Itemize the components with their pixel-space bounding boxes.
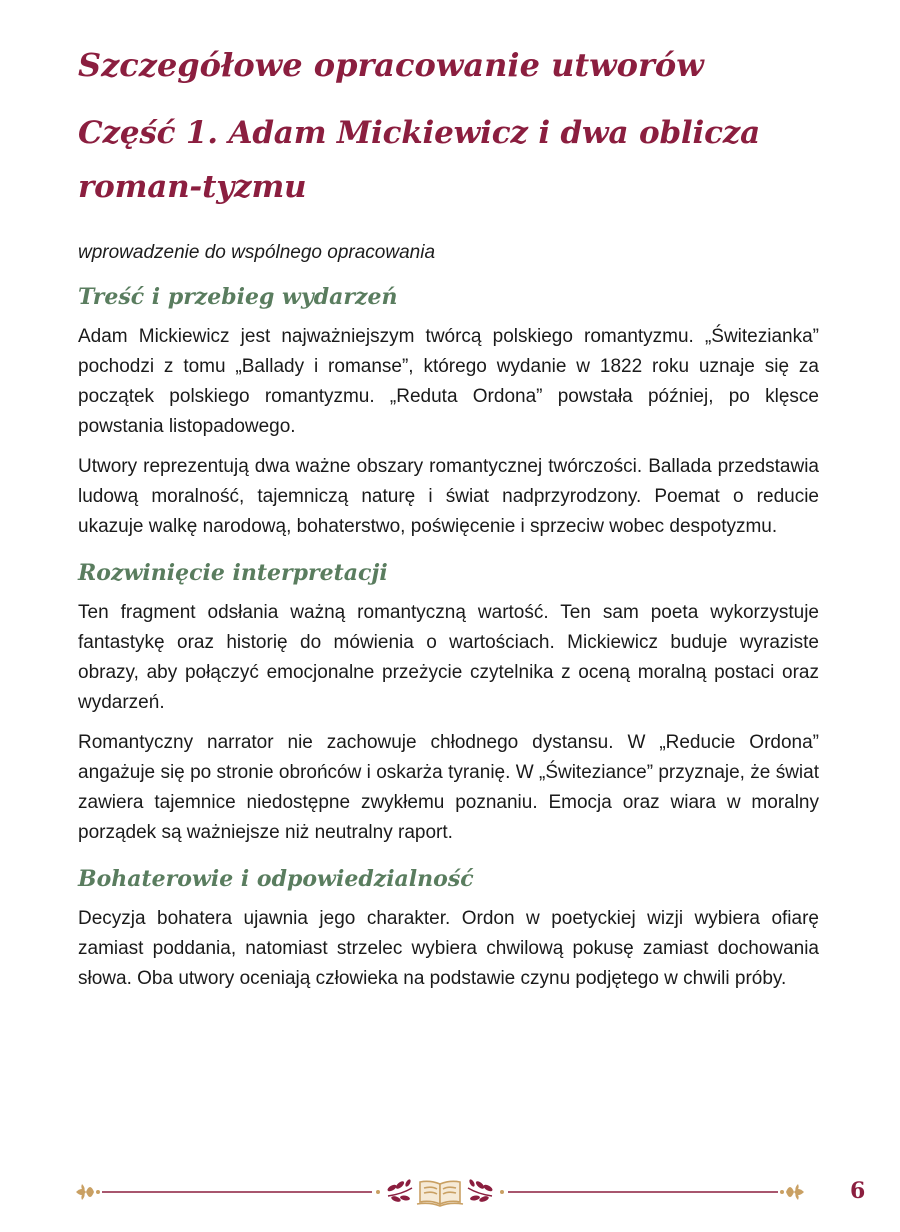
section-title-heroes: Bohaterowie i odpowiedzialność <box>78 866 474 892</box>
open-book-icon <box>417 1181 463 1206</box>
document-title: Szczegółowe opracowanie utworów <box>78 46 704 84</box>
page-number: 6 <box>850 1178 866 1204</box>
paragraph: Utwory reprezentują dwa ważne obszary romantycznej twórczości. Ballada przedstawia ludową moralność, tajemniczą naturę i świat nadprzyrodzony. Poemat o reducie ukazuje walkę narodową, bohaterstwo, poświęcenie i sprzeciw wobec despotyzmu. <box>78 456 819 537</box>
section-heroes <box>78 862 819 994</box>
paragraph: Decyzja bohatera ujawnia jego charakter. Ordon w poetyckiej wizji wybiera ofiarę zamiast poddania, natomiast strzelec wybiera chwilową pokusę zamiast dochowania słowa. Oba utwory oceniają człowieka na podstawie czynu podjętego w chwili próby. <box>78 908 819 989</box>
laurel-left-icon <box>386 1179 412 1203</box>
section-interpretation <box>78 556 819 848</box>
section-title-content: Treść i przebieg wydarzeń <box>78 284 398 310</box>
paragraph: Ten fragment odsłania ważną romantyczną wartość. Ten sam poeta wykorzystuje fantastykę oraz historię do mówienia o wartościach. Mickiewicz buduje wyraziste obrazy, aby połączyć emocjonalne przeżycie czytelnika z oceną moralną postaci oraz wydarzeń. <box>78 602 819 713</box>
part-intro: wprowadzenie do wspólnego opracowania <box>78 242 436 263</box>
part-title: Część 1. Adam Mickiewicz i dwa oblicza roman-tyzmu <box>78 115 761 205</box>
ornament-divider <box>72 1174 808 1210</box>
fleuron-left-icon <box>76 1184 100 1200</box>
section-content <box>78 280 819 542</box>
section-title-interpretation: Rozwinięcie interpretacji <box>78 560 388 586</box>
footer-ornament <box>72 1174 808 1210</box>
paragraph: Romantyczny narrator nie zachowuje chłodnego dystansu. W „Reducie Ordona” angażuje się po stronie obrońców i oskarża tyranię. W „Świteziance” przyznaje, że świat zawiera tajemnice niedostępne zwykłemu poznaniu. Emocja oraz wiara w moralny porządek są ważniejsze niż neutralny raport. <box>78 732 819 843</box>
document-page <box>78 36 819 1004</box>
fleuron-right-icon <box>780 1184 804 1200</box>
paragraph: Adam Mickiewicz jest najważniejszym twórcą polskiego romantyzmu. „Świtezianka” pochodzi z tomu „Ballady i romanse”, którego wydanie w 1822 roku uznaje się za początek polskiego romantyzmu. „Reduta Ordona” powstała później, po klęsce powstania listopadowego. <box>78 326 819 437</box>
laurel-right-icon <box>468 1179 494 1203</box>
